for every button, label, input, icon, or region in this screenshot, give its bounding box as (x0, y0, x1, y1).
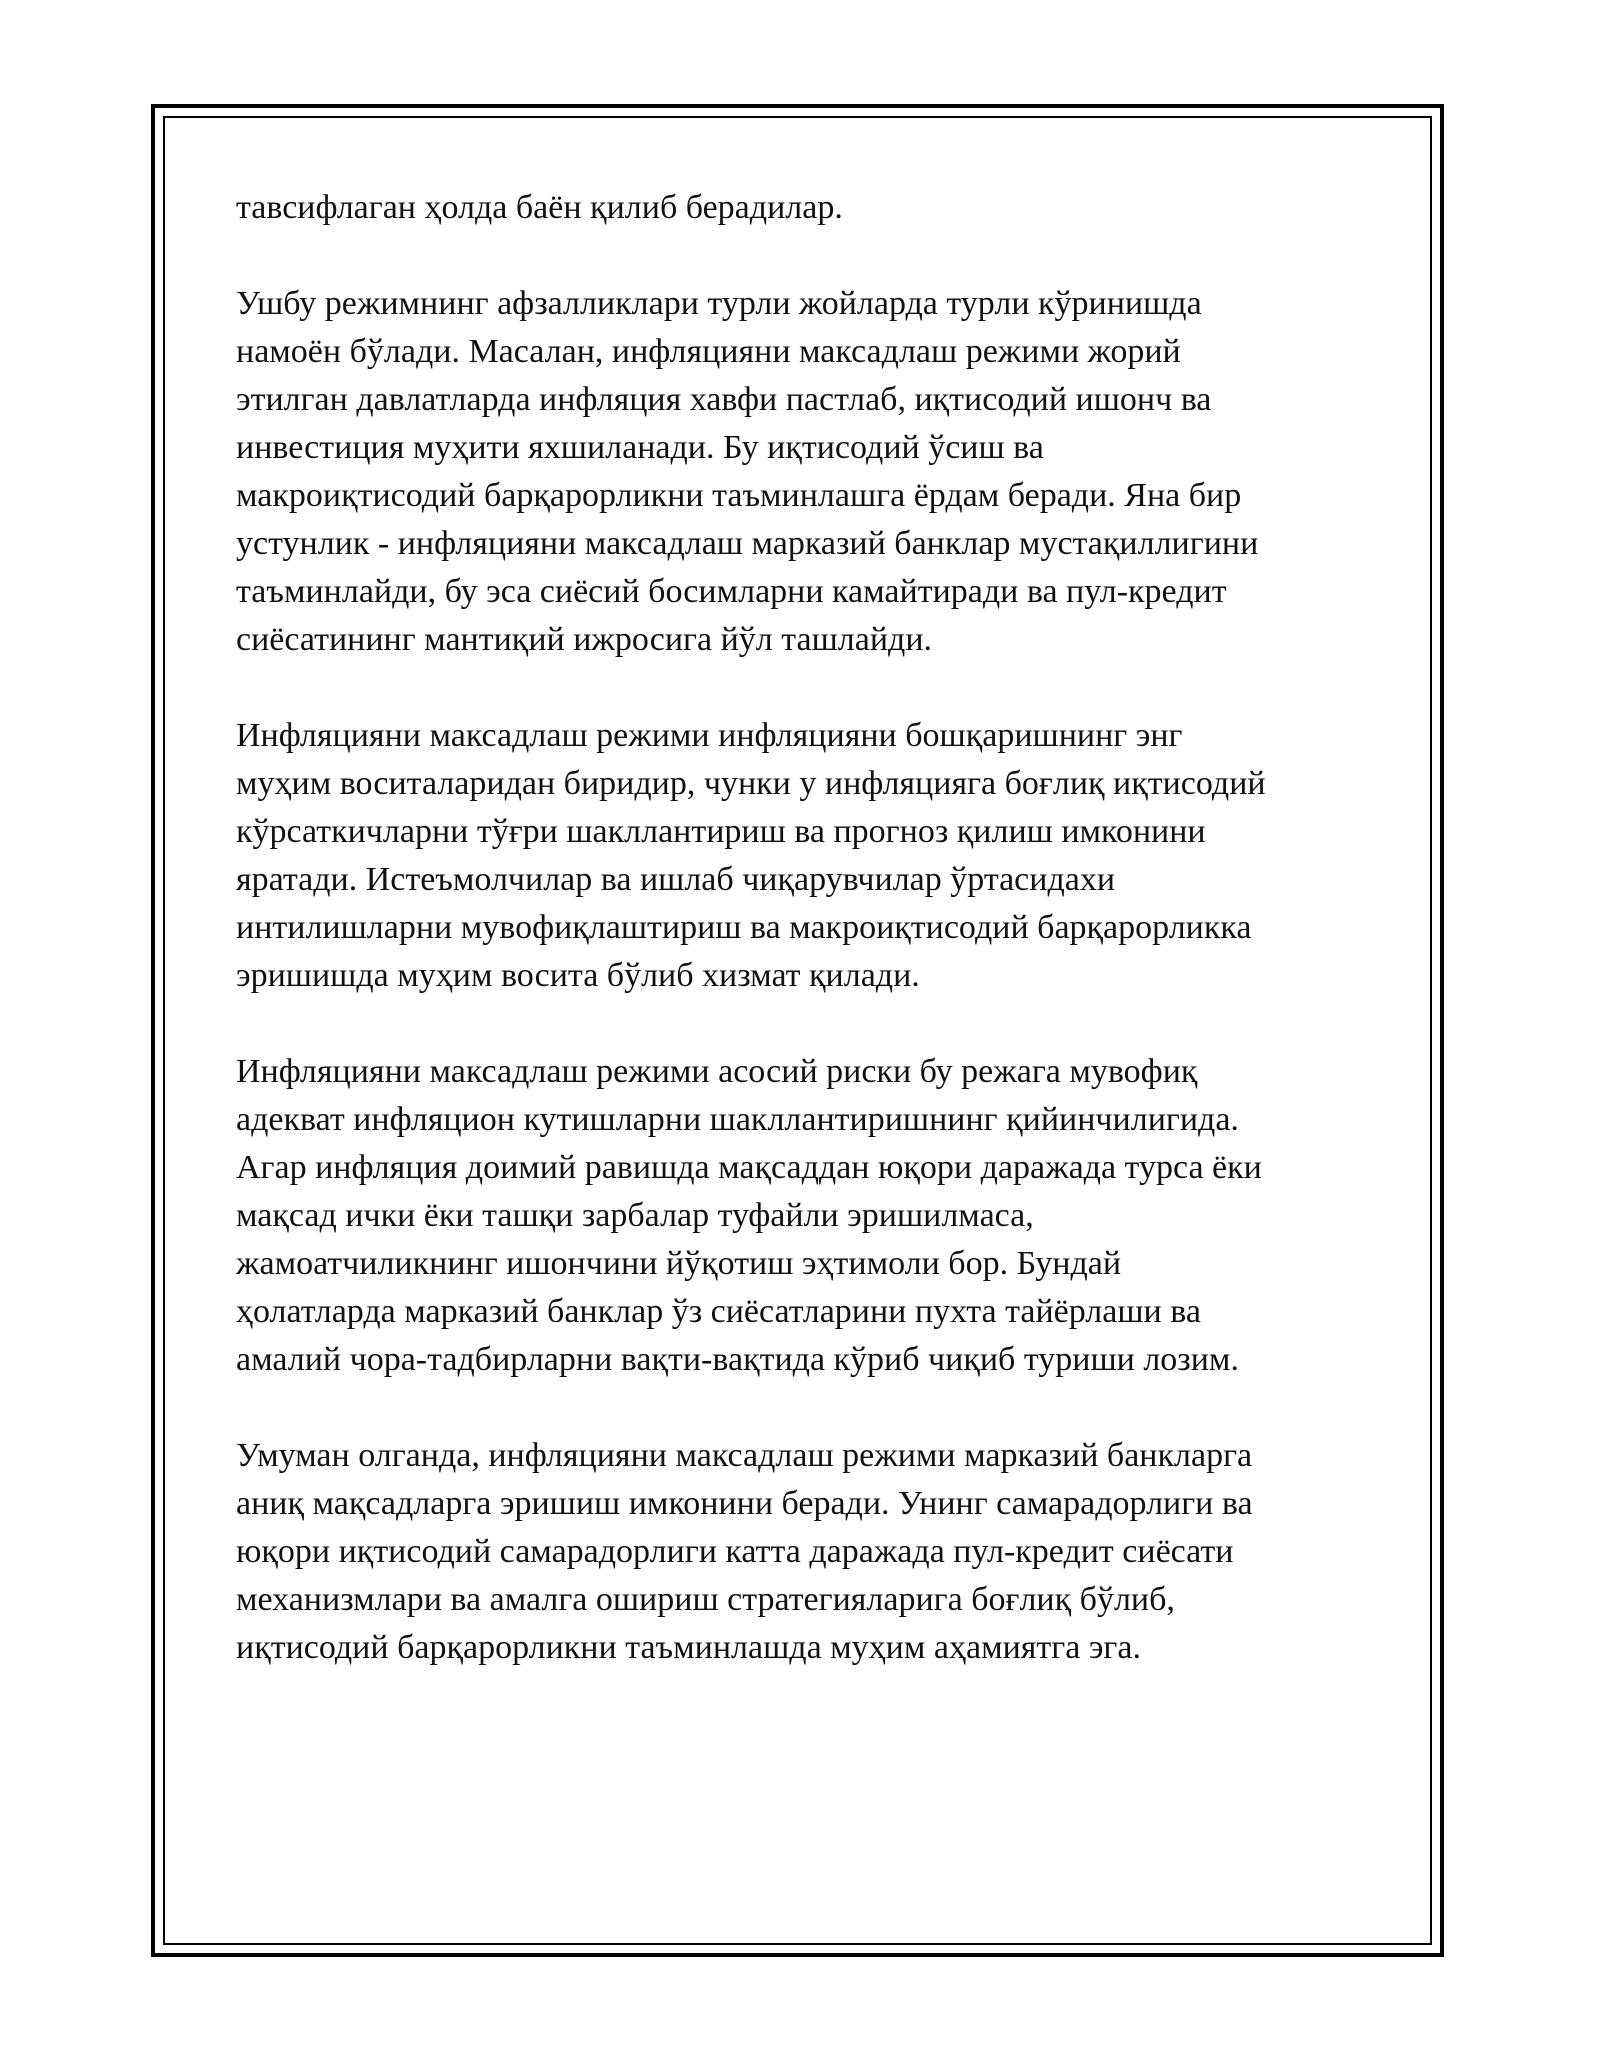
paragraph-1 (236, 184, 1356, 232)
text-line: амалий чора-тадбирларни вақти-вақтида кўриб чиқиб туриши лозим. (236, 1341, 1239, 1378)
text-line: Инфляцияни максадлаш режими асосий риски бу режага мувофиқ (236, 1053, 1198, 1090)
text-line: яратади. Истеъмолчилар ва ишлаб чиқарувчилар ўртасидахи (236, 861, 1116, 898)
text-line: жамоатчиликнинг ишончини йўқотиш эҳтимоли бор. Бундай (236, 1245, 1122, 1282)
text-line: инвестиция муҳити яхшиланади. Бу иқтисодий ўсиш ва (236, 429, 1044, 466)
paragraph-5 (236, 1432, 1356, 1672)
text-line: устунлик - инфляцияни максадлаш марказий банклар мустақиллигини (236, 525, 1259, 562)
text-line: Агар инфляция доимий равишда мақсаддан юқори даражада турса ёки (236, 1149, 1262, 1186)
paragraph-4 (236, 1048, 1356, 1384)
text-line: Инфляцияни максадлаш режими инфляцияни бошқаришнинг энг (236, 717, 1183, 754)
text-line: муҳим воситаларидан биридир, чунки у инфляцияга боғлиқ иқтисодий (236, 765, 1266, 802)
text-line: аниқ мақсадларга эришиш имконини беради. Унинг самарадорлиги ва (236, 1485, 1253, 1522)
text-line: намоён бўлади. Масалан, инфляцияни максадлаш режими жорий (236, 333, 1181, 370)
text-line: макроиқтисодий барқарорликни таъминлашга ёрдам беради. Яна бир (236, 477, 1242, 514)
text-line: Умуман олганда, инфляцияни максадлаш режими марказий банкларга (236, 1437, 1253, 1474)
text-line: интилишларни мувофиқлаштириш ва макроиқтисодий барқарорликка (236, 909, 1252, 946)
text-line: эришишда муҳим восита бўлиб хизмат қилади. (236, 957, 920, 994)
text-line: таъминлайди, бу эса сиёсий босимларни камайтиради ва пул-кредит (236, 573, 1227, 610)
document-body (236, 184, 1356, 1720)
paragraph-2 (236, 280, 1356, 664)
text-line: юқори иқтисодий самарадорлиги катта даражада пул-кредит сиёсати (236, 1533, 1234, 1570)
text-line: Ушбу режимнинг афзалликлари турли жойларда турли кўринишда (236, 285, 1202, 322)
text-line: сиёсатининг мантиқий ижросига йўл ташлайди. (236, 621, 933, 658)
text-line: механизмлари ва амалга ошириш стратегияларига боғлиқ бўлиб, (236, 1581, 1175, 1618)
text-line: ҳолатларда марказий банклар ўз сиёсатларини пухта тайёрлаши ва (236, 1293, 1201, 1330)
paragraph-3 (236, 712, 1356, 1000)
text-line: кўрсаткичларни тўғри шакллантириш ва прогноз қилиш имконини (236, 813, 1206, 850)
text-line: иқтисодий барқарорликни таъминлашда муҳим аҳамиятга эга. (236, 1629, 1141, 1666)
text-line: этилган давлатларда инфляция хавфи пастлаб, иқтисодий ишонч ва (236, 381, 1212, 418)
text-line: адекват инфляцион кутишларни шакллантиришнинг қийинчилигида. (236, 1101, 1239, 1138)
text-line: тавсифлаган ҳолда баён қилиб берадилар. (236, 189, 843, 226)
text-line: мақсад ички ёки ташқи зарбалар туфайли эришилмаса, (236, 1197, 1034, 1234)
